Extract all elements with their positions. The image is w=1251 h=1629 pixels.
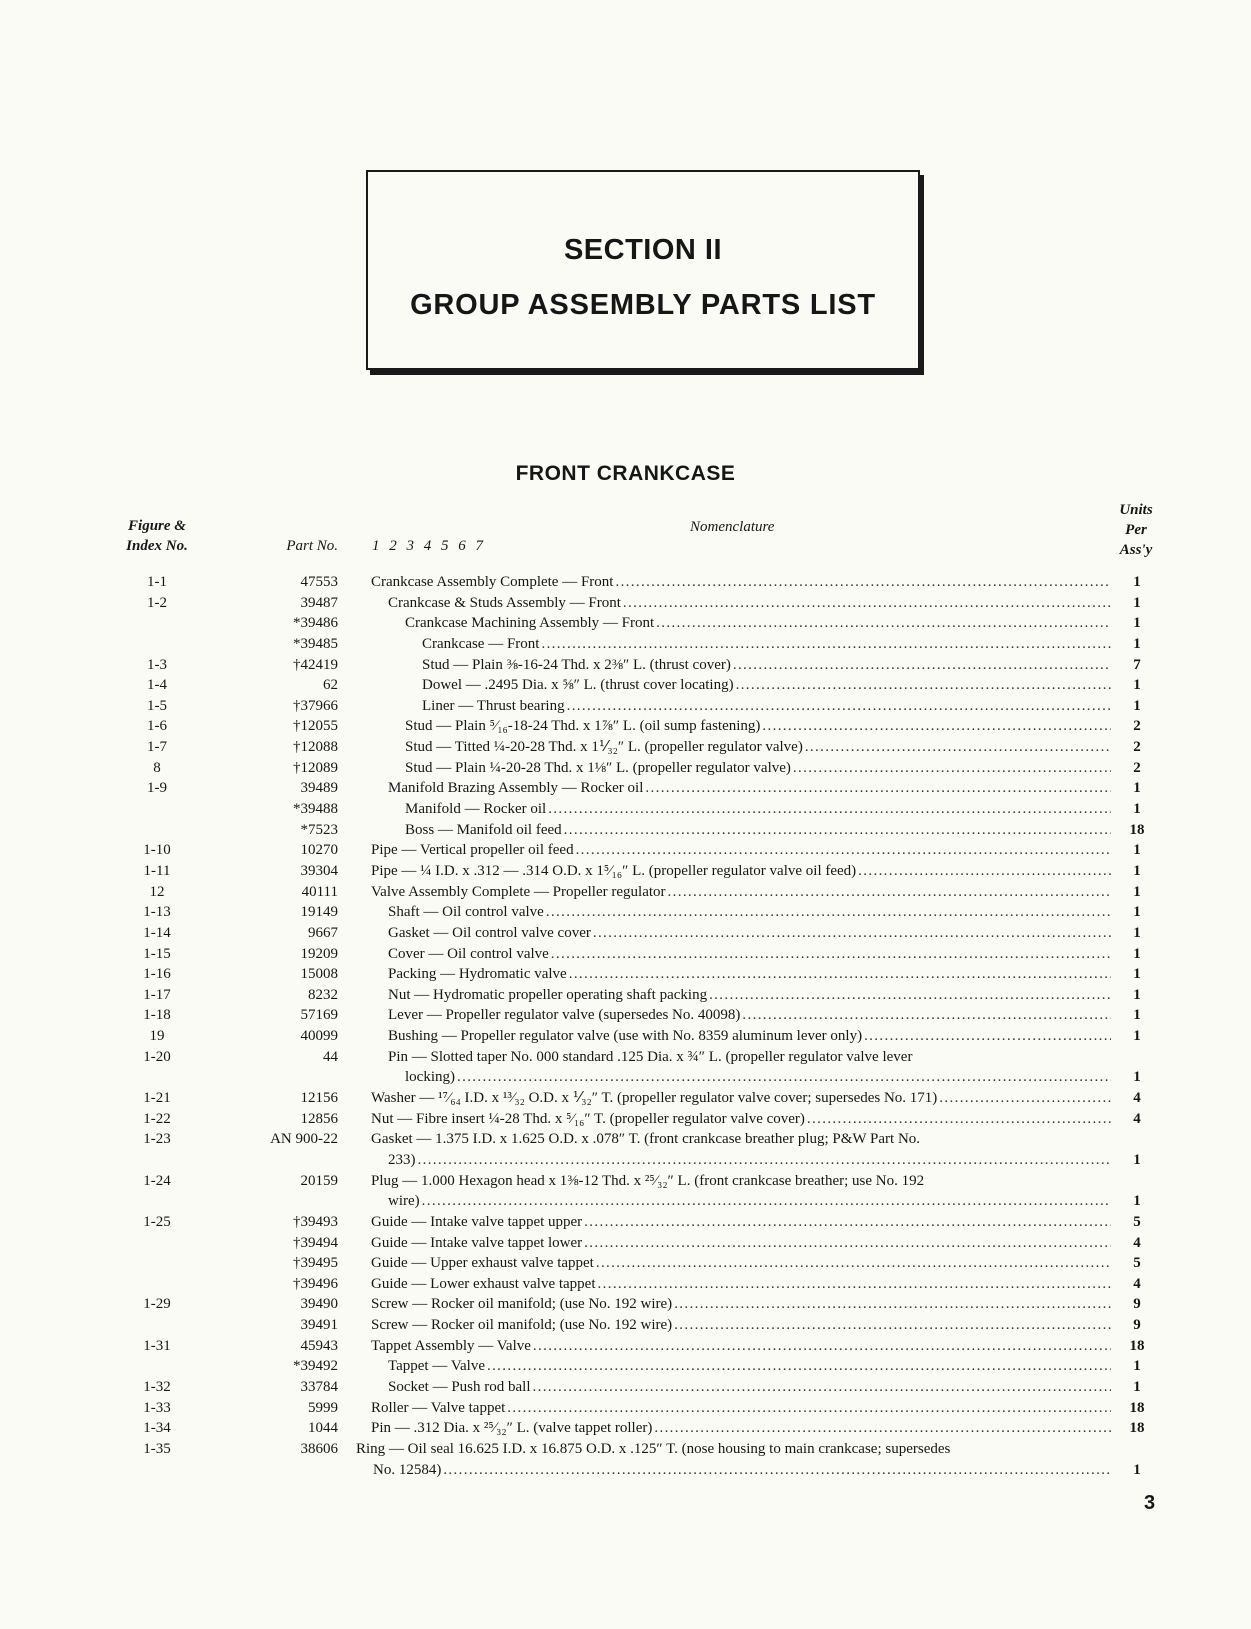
parts-row [0,675,1251,696]
nomenclature [405,799,1111,820]
leader-dots [533,1336,1111,1357]
units-per-assembly: 1 [1133,1461,1141,1478]
nomenclature [422,675,1111,696]
nomenclature-text: Crankcase Machining Assembly — Front [405,615,655,632]
figure-index-no: 19 [149,1028,165,1045]
units-per-assembly: 1 [1133,842,1141,859]
units-per-assembly: 9 [1133,1317,1141,1334]
nomenclature [422,634,1111,655]
nomenclature-text: Stud — Plain ⁵⁄₁₆-18-24 Thd. x 1⅞″ L. (oil sump fastening) [405,718,761,735]
figure-index-no: 1-24 [143,1172,171,1189]
header-nomenclature: Nomenclature [690,519,775,535]
part-no: 19149 [300,904,338,921]
nomenclature [371,1129,1111,1170]
part-no: *39485 [293,635,338,652]
nomenclature [388,985,1111,1006]
parts-row [0,737,1251,758]
figure-index-no: 1-18 [143,1007,171,1024]
part-no: 40099 [300,1028,338,1045]
parts-row [0,1026,1251,1047]
nomenclature [388,1356,1111,1377]
figure-index-no: 1-2 [147,594,167,611]
part-no: 45943 [300,1337,338,1354]
units-per-assembly: 1 [1133,574,1141,590]
figure-index-no: 1-31 [143,1337,171,1354]
leader-dots [584,1233,1111,1254]
nomenclature-text: Screw — Rocker oil manifold; (use No. 192 wire) [371,1296,673,1313]
part-no: *39492 [293,1358,338,1375]
part-no: 39491 [300,1317,338,1334]
nomenclature [405,758,1111,779]
leader-dots [674,1294,1111,1315]
nomenclature-text: Socket — Push rod ball [388,1379,531,1396]
leader-dots [762,716,1111,737]
figure-index-no: 1-6 [147,718,167,735]
header-part-no: Part No. [286,538,338,554]
units-per-assembly: 1 [1133,1151,1141,1168]
units-per-assembly: 1 [1133,677,1141,694]
part-no: 9667 [308,924,338,941]
parts-row [0,1005,1251,1026]
part-no: 5999 [308,1399,338,1416]
units-per-assembly: 7 [1133,656,1141,673]
nomenclature [388,593,1111,614]
figure-index-no: 1-10 [143,842,171,859]
part-no: 62 [323,677,338,694]
nomenclature [371,1315,1111,1336]
nomenclature-text: Packing — Hydromatic valve [388,966,567,983]
nomenclature [371,1294,1111,1315]
nomenclature-text: Roller — Valve tappet [371,1399,506,1416]
units-per-assembly: 1 [1133,1379,1141,1396]
part-no: †12088 [293,739,338,756]
units-per-assembly: 1 [1133,1193,1141,1210]
nomenclature-text: Guide — Lower exhaust valve tappet [371,1275,596,1292]
part-no: 12156 [300,1090,338,1107]
nomenclature [388,1026,1111,1047]
nomenclature [388,1047,1111,1088]
part-no: 40111 [301,883,338,900]
parts-row [0,882,1251,903]
parts-row [0,1294,1251,1315]
nomenclature-continuation: No. 12584) [373,1461,442,1478]
units-per-assembly: 1 [1133,945,1141,962]
part-no: 44 [323,1048,338,1065]
leader-dots [807,1109,1111,1130]
part-no: 12856 [300,1110,338,1127]
leader-dots [623,593,1111,614]
nomenclature [356,1439,1111,1480]
parts-row [0,655,1251,676]
leader-dots [793,758,1111,779]
figure-index-no: 1-14 [143,924,171,941]
leader-dots [551,944,1111,965]
section-title: GROUP ASSEMBLY PARTS LIST [410,289,876,321]
units-per-assembly: 1 [1133,924,1141,941]
parts-row [0,820,1251,841]
figure-index-no: 1-20 [143,1048,171,1065]
leader-dots [507,1398,1111,1419]
units-per-assembly: 1 [1133,615,1141,632]
nomenclature-text: Stud — Titted ¼-20-28 Thd. x 1⅟₃₂″ L. (propeller regulator valve) [405,739,803,756]
part-no: 20159 [300,1172,338,1189]
leader-dots [418,1150,1112,1171]
nomenclature-text: Boss — Manifold oil feed [405,821,562,838]
figure-index-no: 1-7 [147,739,167,756]
nomenclature-text: Tappet Assembly — Valve [371,1337,531,1354]
nomenclature [388,902,1111,923]
figure-index-no: 12 [149,883,165,900]
part-no: 57169 [300,1007,338,1024]
nomenclature-text: Guide — Intake valve tappet upper [371,1213,583,1230]
leader-dots [736,675,1111,696]
figure-index-no: 1-23 [143,1131,171,1148]
units-per-assembly: 18 [1129,1399,1145,1416]
nomenclature-text: Liner — Thrust bearing [422,697,565,714]
leader-dots [864,1026,1111,1047]
parts-row [0,758,1251,779]
leader-dots [939,1088,1111,1109]
units-per-assembly: 1 [1133,1069,1141,1086]
nomenclature [371,1212,1111,1233]
nomenclature-text: Cover — Oil control valve [388,945,549,962]
nomenclature-text: Crankcase — Front [422,635,540,652]
nomenclature-line: Plug — 1.000 Hexagon head x 1⅜-12 Thd. x ²⁵⁄₃₂″ L. (front crankcase breather; use No. 192 [371,1172,925,1189]
parts-row [0,778,1251,799]
leader-dots [598,1274,1111,1295]
nomenclature [371,1233,1111,1254]
parts-row [0,1315,1251,1336]
part-no: 33784 [300,1379,338,1396]
figure-index-no: 1-22 [143,1110,171,1127]
units-per-assembly: 9 [1133,1296,1141,1313]
nomenclature-text: Pipe — Vertical propeller oil feed [371,842,574,859]
leader-dots [569,964,1111,985]
nomenclature-text: Tappet — Valve [388,1358,485,1375]
header-figure-index: Figure & Index No. [126,518,188,554]
parts-row [0,944,1251,965]
nomenclature [388,778,1111,799]
parts-row [0,1253,1251,1274]
page-number: 3 [1144,1492,1156,1514]
nomenclature-text: Nut — Fibre insert ¼-28 Thd. x ⁵⁄₁₆″ T. (propeller regulator valve cover) [371,1110,805,1127]
nomenclature-text: Crankcase & Studs Assembly — Front [388,594,621,611]
figure-index-no: 1-15 [143,945,171,962]
leader-dots [654,1418,1111,1439]
parts-row [0,1129,1251,1170]
figure-index-no: 1-11 [143,862,171,879]
parts-row [0,1356,1251,1377]
nomenclature-text: Pin — .312 Dia. x ²⁵⁄₃₂″ L. (valve tappet roller) [371,1420,653,1437]
part-no: †39496 [293,1275,338,1292]
figure-index-no: 1-35 [143,1440,171,1457]
units-per-assembly: 2 [1133,759,1141,776]
units-per-assembly: 4 [1133,1110,1141,1127]
parts-row [0,985,1251,1006]
leader-dots [656,613,1111,634]
nomenclature [388,944,1111,965]
leader-dots [709,985,1111,1006]
leader-dots [546,902,1111,923]
leader-dots [533,1377,1112,1398]
parts-row [0,1109,1251,1130]
part-no: 10270 [300,842,338,859]
parts-row [0,964,1251,985]
nomenclature [422,655,1111,676]
units-per-assembly: 4 [1133,1234,1141,1251]
nomenclature-text: Shaft — Oil control valve [388,904,544,921]
figure-index-no: 1-32 [143,1379,171,1396]
nomenclature-line: Ring — Oil seal 16.625 I.D. x 16.875 O.D. x .125″ T. (nose housing to main crankcase; supersedes [356,1440,951,1457]
leader-dots [596,1253,1111,1274]
nomenclature [405,737,1111,758]
parts-row [0,1233,1251,1254]
nomenclature-continuation: locking) [405,1069,455,1086]
leader-dots [576,840,1111,861]
units-per-assembly: 1 [1133,1007,1141,1024]
parts-row [0,1088,1251,1109]
part-no: *39486 [293,615,338,632]
units-per-assembly: 18 [1129,1337,1145,1354]
parts-row [0,634,1251,655]
parts-row [0,840,1251,861]
figure-index-no: 1-9 [147,780,167,797]
nomenclature-text: Pipe — ¼ I.D. x .312 — .314 O.D. x 1⁵⁄₁₆″ L. (propeller regulator valve oil feed) [371,862,857,879]
units-per-assembly: 1 [1133,1028,1141,1045]
part-no: *7523 [300,821,338,838]
units-per-assembly: 1 [1133,986,1141,1003]
nomenclature-text: Dowel — .2495 Dia. x ⅝″ L. (thrust cover locating) [422,677,734,694]
leader-dots [668,882,1111,903]
units-per-assembly: 5 [1133,1255,1141,1272]
nomenclature [388,1377,1111,1398]
leader-dots [541,634,1111,655]
units-per-assembly: 1 [1133,780,1141,797]
figure-index-no: 1-13 [143,904,171,921]
nomenclature [422,696,1111,717]
nomenclature-continuation: wire) [388,1193,420,1210]
nomenclature-text: Washer — ¹⁷⁄₆₄ I.D. x ¹³⁄₃₂ O.D. x ⅟₃₂″ T. (propeller regulator valve cover; supersedes No. 171) [371,1090,938,1107]
units-per-assembly: 1 [1133,697,1141,714]
parts-row [0,1336,1251,1357]
parts-row [0,923,1251,944]
nomenclature-text: Stud — Plain ¼-20-28 Thd. x 1⅛″ L. (propeller regulator valve) [405,759,791,776]
header-indent-levels: 1 2 3 4 5 6 7 [372,538,486,554]
nomenclature-text: Bushing — Propeller regulator valve (use with No. 8359 aluminum lever only) [388,1028,863,1045]
nomenclature [388,1005,1111,1026]
nomenclature [405,820,1111,841]
nomenclature [405,716,1111,737]
leader-dots [457,1067,1111,1088]
header-units-per-assy: Units Per Ass'y [1119,502,1153,558]
nomenclature [371,1088,1111,1109]
parts-row [0,593,1251,614]
part-no: 1044 [308,1420,338,1437]
units-per-assembly: 5 [1133,1213,1141,1230]
group-title: FRONT CRANKCASE [515,462,736,485]
part-no: 38606 [300,1440,338,1457]
leader-dots [805,737,1111,758]
nomenclature [388,923,1111,944]
nomenclature-line: Pin — Slotted taper No. 000 standard .125 Dia. x ¾″ L. (propeller regulator valve lever [388,1048,913,1065]
units-per-assembly: 1 [1133,862,1141,879]
parts-row [0,1047,1251,1088]
parts-row [0,1377,1251,1398]
parts-row [0,861,1251,882]
leader-dots [422,1191,1111,1212]
part-no: *39488 [293,801,338,818]
figure-index-no: 1-3 [147,656,167,673]
leader-dots [733,655,1111,676]
parts-row [0,1439,1251,1480]
part-no: 19209 [300,945,338,962]
figure-index-no: 1-17 [143,986,171,1003]
nomenclature [371,840,1111,861]
parts-row [0,696,1251,717]
nomenclature-text: Guide — Upper exhaust valve tappet [371,1255,594,1272]
nomenclature [371,1398,1111,1419]
nomenclature [371,1171,1111,1212]
nomenclature-text: Guide — Intake valve tappet lower [371,1234,583,1251]
figure-index-no: 1-4 [147,677,167,694]
part-no: †39495 [293,1255,338,1272]
nomenclature-text: Valve Assembly Complete — Propeller regulator [371,883,666,900]
nomenclature-text: Nut — Hydromatic propeller operating shaft packing [388,986,708,1003]
units-per-assembly: 1 [1133,1358,1141,1375]
leader-dots [593,923,1111,944]
parts-row [0,902,1251,923]
part-no: 8232 [308,986,338,1003]
nomenclature-text: Gasket — Oil control valve cover [388,924,591,941]
units-per-assembly: 1 [1133,966,1141,983]
section-title-box [366,170,920,370]
part-no: 39490 [300,1296,338,1313]
figure-index-no: 1-5 [147,697,167,714]
leader-dots [584,1212,1111,1233]
part-no: †12089 [293,759,338,776]
units-per-assembly: 1 [1133,635,1141,652]
units-per-assembly: 4 [1133,1275,1141,1292]
parts-list [0,572,1251,1480]
units-per-assembly: 1 [1133,883,1141,900]
units-per-assembly: 1 [1133,904,1141,921]
parts-row [0,1274,1251,1295]
units-per-assembly: 18 [1129,1420,1145,1437]
units-per-assembly: 2 [1133,718,1141,735]
figure-index-no: 8 [153,759,161,776]
leader-dots [567,696,1111,717]
figure-index-no: 1-29 [143,1296,171,1313]
parts-row [0,613,1251,634]
nomenclature [388,964,1111,985]
nomenclature-text: Lever — Propeller regulator valve (supersedes No. 40098) [388,1007,741,1024]
nomenclature [371,1253,1111,1274]
part-no: 15008 [300,966,338,983]
figure-index-no: 1-1 [147,574,167,590]
parts-row [0,716,1251,737]
figure-index-no: 1-16 [143,966,171,983]
parts-row [0,1418,1251,1439]
nomenclature-continuation: 233) [388,1151,416,1168]
parts-row [0,1398,1251,1419]
section-number: SECTION II [563,234,723,266]
part-no: †39493 [293,1213,338,1230]
figure-index-no: 1-33 [143,1399,171,1416]
part-no: 39489 [300,780,338,797]
units-per-assembly: 18 [1129,821,1145,838]
part-no: †42419 [293,656,338,673]
leader-dots [564,820,1111,841]
units-per-assembly: 2 [1133,739,1141,756]
parts-row [0,1212,1251,1233]
part-no: †12055 [293,718,338,735]
part-no: AN 900-22 [270,1131,338,1148]
leader-dots [674,1315,1111,1336]
nomenclature [371,1336,1111,1357]
part-no: 39304 [300,862,338,879]
nomenclature [371,861,1111,882]
units-per-assembly: 4 [1133,1090,1141,1107]
parts-row [0,572,1251,593]
nomenclature-line: Gasket — 1.375 I.D. x 1.625 O.D. x .078″ T. (front crankcase breather plug; P&W Part No. [371,1131,921,1148]
nomenclature-text: Stud — Plain ⅜-16-24 Thd. x 2⅜″ L. (thrust cover) [422,656,731,673]
nomenclature [371,1418,1111,1439]
leader-dots [487,1356,1111,1377]
figure-index-no: 1-25 [143,1213,171,1230]
leader-dots [645,778,1111,799]
nomenclature [405,613,1111,634]
figure-index-no: 1-34 [143,1420,171,1437]
nomenclature-text: Screw — Rocker oil manifold; (use No. 192 wire) [371,1317,673,1334]
part-no: 47553 [300,574,338,590]
leader-dots [615,572,1111,593]
leader-dots [742,1005,1111,1026]
leader-dots [443,1460,1111,1481]
nomenclature-text: Crankcase Assembly Complete — Front [371,574,614,590]
part-no: 39487 [300,594,338,611]
nomenclature-text: Manifold — Rocker oil [405,801,547,818]
units-per-assembly: 1 [1133,594,1141,611]
leader-dots [548,799,1111,820]
nomenclature [371,572,1111,593]
parts-row [0,799,1251,820]
nomenclature-text: Manifold Brazing Assembly — Rocker oil [388,780,644,797]
nomenclature [371,882,1111,903]
units-per-assembly: 1 [1133,801,1141,818]
leader-dots [858,861,1111,882]
nomenclature [371,1109,1111,1130]
part-no: †37966 [293,697,338,714]
parts-row [0,1171,1251,1212]
figure-index-no: 1-21 [143,1090,171,1107]
nomenclature [371,1274,1111,1295]
part-no: †39494 [293,1234,338,1251]
